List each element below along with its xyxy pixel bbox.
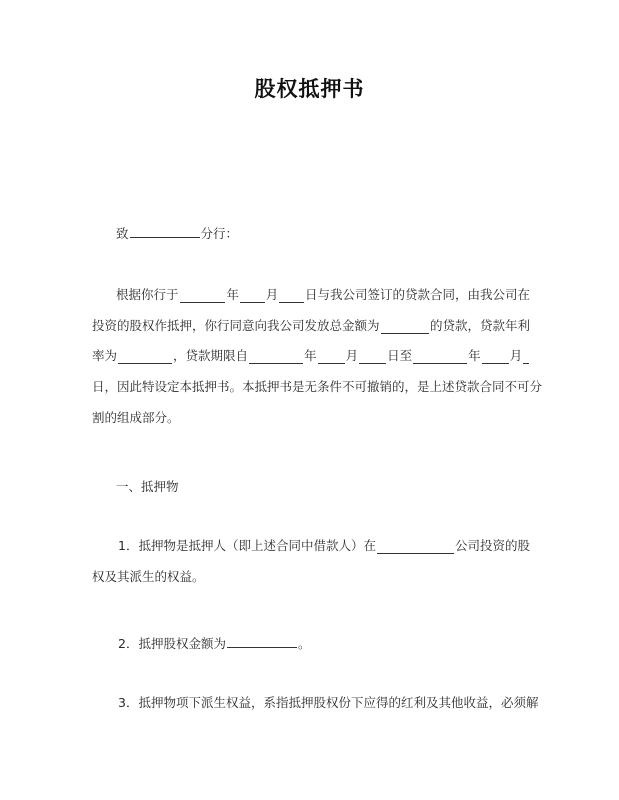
p1-l3-text-b: ，贷款期限自: [173, 348, 249, 363]
contract-year-blank[interactable]: [180, 290, 226, 303]
p1-l3-text-d: 月: [345, 348, 359, 363]
p1-l3-text-g: 月: [509, 348, 523, 363]
salutation-prefix: 致: [116, 226, 129, 241]
item1-text-a: 1．抵押物是抵押人（即上述合同中借款人）在: [118, 538, 376, 553]
p1-l3-text-e: 日至: [387, 348, 413, 363]
document-title: 股权抵押书: [254, 77, 365, 101]
item3-line1: 3．抵押物项下派生权益，系指抵押股权份下应得的红利及其他收益，必须解: [118, 695, 539, 710]
p1-l1-text-d: 日与我公司签订的贷款合同，由我公司在: [305, 287, 531, 302]
interest-rate-blank[interactable]: [118, 351, 172, 364]
item2-text-b: 。: [297, 636, 311, 651]
p1-l2-text-a: 投资的股权作抵押，你行同意向我公司发放总金额为: [92, 318, 380, 333]
end-day-blank[interactable]: [523, 351, 529, 364]
p1-l3-text-c: 年: [304, 348, 317, 363]
paragraph1-line3: [92, 348, 530, 364]
contract-month-blank[interactable]: [240, 290, 265, 303]
p1-l1-text-b: 年: [226, 287, 239, 302]
start-month-blank[interactable]: [318, 351, 345, 364]
p1-l1-text-a: 根据你行于: [116, 287, 179, 302]
p1-l2-text-b: 的贷款，贷款年利: [429, 318, 530, 333]
item2-text-a: 2．抵押股权金额为: [118, 636, 226, 651]
salutation-suffix: 分行：: [200, 226, 239, 241]
company-name-blank[interactable]: [377, 541, 454, 554]
item1-text-b: 公司投资的股: [454, 538, 530, 553]
paragraph1-line4: 日，因此特设定本抵押书。本抵押书是无条件不可撤销的，是上述贷款合同不可分: [92, 379, 543, 394]
section1-heading: 一、抵押物: [116, 479, 179, 494]
item1-line1: [118, 538, 530, 554]
start-year-blank[interactable]: [249, 351, 303, 364]
paragraph1-line2: [92, 318, 530, 334]
salutation-line: [116, 225, 530, 242]
branch-name-blank[interactable]: [130, 225, 200, 238]
pledged-equity-amount-blank[interactable]: [227, 635, 297, 648]
end-year-blank[interactable]: [413, 351, 467, 364]
loan-amount-blank[interactable]: [381, 321, 429, 334]
item1-line2: 权及其派生的权益。: [92, 569, 205, 584]
contract-day-blank[interactable]: [279, 290, 304, 303]
end-month-blank[interactable]: [482, 351, 509, 364]
p1-l1-text-c: 月: [265, 287, 279, 302]
item2-line: [118, 635, 532, 652]
paragraph1-line5: 割的组成部分。: [92, 410, 180, 425]
p1-l3-text-a: 率为: [92, 348, 118, 363]
start-day-blank[interactable]: [359, 351, 386, 364]
p1-l3-text-f: 年: [468, 348, 481, 363]
paragraph1-line1: [116, 287, 530, 303]
